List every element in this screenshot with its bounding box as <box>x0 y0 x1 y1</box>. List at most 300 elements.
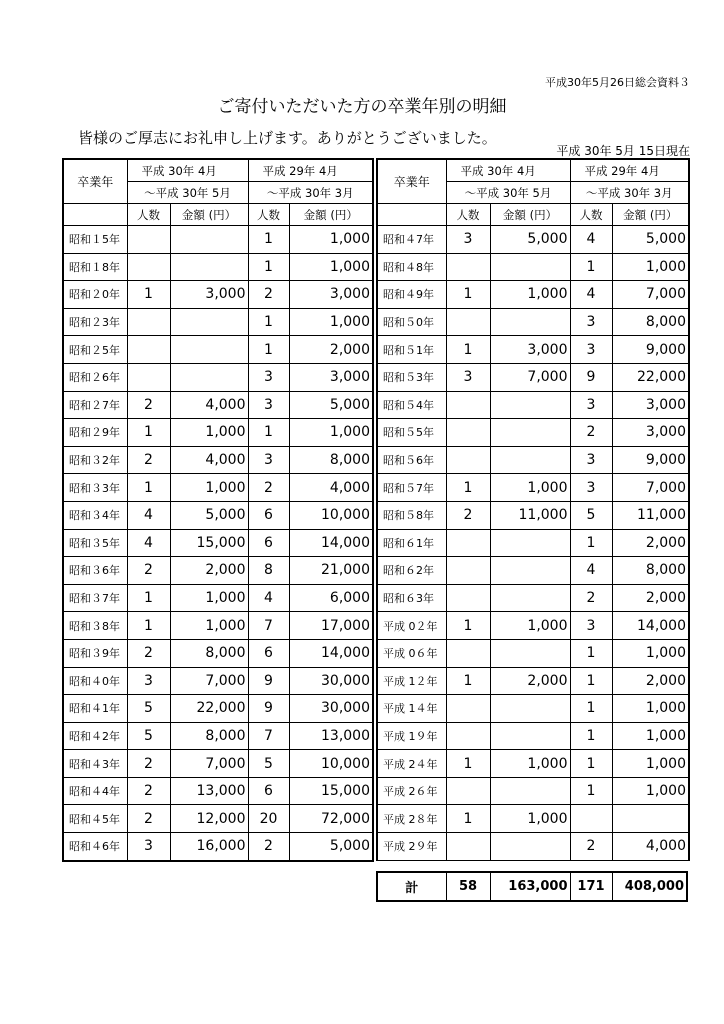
count-period2: 1 <box>248 308 289 336</box>
graduation-year: 昭和４3年 <box>63 750 127 778</box>
count-period2: 1 <box>248 253 289 281</box>
amount-period1: 1,000 <box>490 474 570 502</box>
count-period2: 3 <box>570 336 612 364</box>
count-period2: 1 <box>570 777 612 805</box>
count-period2: 8 <box>248 557 289 585</box>
graduation-year: 昭和５4年 <box>377 391 446 419</box>
table-row <box>377 833 689 861</box>
page-title: ご寄付いただいた方の卒業年別の明細 <box>217 97 507 117</box>
table-row <box>377 446 689 474</box>
amount-period2: 1,000 <box>289 419 373 447</box>
amount-period1 <box>490 391 570 419</box>
amount-period1 <box>490 777 570 805</box>
count-period2: 3 <box>570 446 612 474</box>
count-period2: 3 <box>570 391 612 419</box>
graduation-year: 昭和６3年 <box>377 584 446 612</box>
amount-period2: 8,000 <box>612 308 689 336</box>
table-row <box>377 557 689 585</box>
amount-period1: 7,000 <box>170 667 248 695</box>
count-period1: 2 <box>127 805 170 833</box>
as-of-date: 平成 30年 5月 15日現在 <box>556 144 690 158</box>
totals-row <box>377 872 687 901</box>
graduation-year: 昭和４7年 <box>377 226 446 254</box>
blank-header-cell <box>377 204 446 226</box>
count-period1: 1 <box>446 805 490 833</box>
table-row <box>63 474 373 502</box>
amount-period1: 8,000 <box>170 639 248 667</box>
count-period2: 3 <box>248 446 289 474</box>
period1-range: ～平成 30年 5月 <box>127 182 248 204</box>
table-row <box>63 805 373 833</box>
graduation-year: 昭和５7年 <box>377 474 446 502</box>
amount-period1 <box>490 557 570 585</box>
amount-period2: 17,000 <box>289 612 373 640</box>
amount-period2: 2,000 <box>289 336 373 364</box>
header-row-1 <box>63 159 373 182</box>
amount-period1 <box>490 833 570 861</box>
amount-period1 <box>490 419 570 447</box>
right-table-body <box>377 226 689 861</box>
count-period2: 4 <box>570 281 612 309</box>
count-period1: 2 <box>446 501 490 529</box>
count-period1: 1 <box>127 419 170 447</box>
count-period1 <box>446 391 490 419</box>
table-row <box>63 777 373 805</box>
count-period1 <box>446 722 490 750</box>
amount-period1 <box>170 253 248 281</box>
amount-period1: 4,000 <box>170 446 248 474</box>
amount-period2: 1,000 <box>289 226 373 254</box>
amount-period1: 3,000 <box>490 336 570 364</box>
count-period1 <box>446 308 490 336</box>
amount-period2: 6,000 <box>289 584 373 612</box>
graduation-year: 昭和４4年 <box>63 777 127 805</box>
table-row <box>63 308 373 336</box>
count-period1: 2 <box>127 639 170 667</box>
amount-header: 金額 (円） <box>289 204 373 226</box>
count-period1 <box>127 253 170 281</box>
count-period1: 4 <box>127 501 170 529</box>
amount-period2: 8,000 <box>612 557 689 585</box>
count-header: 人数 <box>570 204 612 226</box>
table-row <box>63 612 373 640</box>
count-period2: 3 <box>570 612 612 640</box>
amount-period1 <box>170 363 248 391</box>
table-row <box>63 667 373 695</box>
amount-period1: 1,000 <box>170 419 248 447</box>
table-row <box>63 695 373 723</box>
amount-period2: 3,000 <box>612 391 689 419</box>
table-row <box>63 336 373 364</box>
amount-period1 <box>170 308 248 336</box>
amount-header: 金額 (円） <box>612 204 689 226</box>
count-period1: 5 <box>127 722 170 750</box>
count-period1: 1 <box>446 667 490 695</box>
amount-period1 <box>490 253 570 281</box>
amount-period2: 5,000 <box>289 391 373 419</box>
graduation-year: 昭和５6年 <box>377 446 446 474</box>
thanks-message: 皆様のご厚志にお礼申し上げます。ありがとうございました。 <box>78 129 497 147</box>
amount-period1 <box>490 584 570 612</box>
table-row <box>377 391 689 419</box>
graduation-year: 昭和２6年 <box>63 363 127 391</box>
table-row <box>63 833 373 861</box>
table-row <box>63 226 373 254</box>
graduation-year: 平成 2９年 <box>377 833 446 861</box>
amount-period1: 1,000 <box>490 750 570 778</box>
amount-period1: 7,000 <box>490 363 570 391</box>
amount-period1: 11,000 <box>490 501 570 529</box>
table-row <box>377 308 689 336</box>
count-period1 <box>446 529 490 557</box>
graduation-year: 昭和４0年 <box>63 667 127 695</box>
table-row <box>377 667 689 695</box>
count-header: 人数 <box>248 204 289 226</box>
amount-period2: 10,000 <box>289 750 373 778</box>
graduation-year: 昭和４2年 <box>63 722 127 750</box>
count-header: 人数 <box>127 204 170 226</box>
graduation-year: 平成 1９年 <box>377 722 446 750</box>
graduation-year: 昭和３6年 <box>63 557 127 585</box>
count-period2: 1 <box>570 529 612 557</box>
amount-period1 <box>170 336 248 364</box>
graduation-year: 昭和３3年 <box>63 474 127 502</box>
amount-period2: 14,000 <box>612 612 689 640</box>
count-period2: 4 <box>570 557 612 585</box>
count-period1 <box>127 363 170 391</box>
count-period1: 5 <box>127 695 170 723</box>
graduation-year: 昭和５8年 <box>377 501 446 529</box>
graduation-year: 平成 0６年 <box>377 639 446 667</box>
graduation-year: 昭和２5年 <box>63 336 127 364</box>
amount-period2: 8,000 <box>289 446 373 474</box>
count-period2: 1 <box>248 336 289 364</box>
amount-period2: 7,000 <box>612 281 689 309</box>
amount-header: 金額 (円） <box>170 204 248 226</box>
amount-period2: 7,000 <box>612 474 689 502</box>
count-period2 <box>570 805 612 833</box>
count-period1: 3 <box>446 363 490 391</box>
amount-period2: 5,000 <box>612 226 689 254</box>
table-row <box>377 501 689 529</box>
graduation-year: 昭和４9年 <box>377 281 446 309</box>
count-period2: 1 <box>248 226 289 254</box>
count-period2: 9 <box>570 363 612 391</box>
amount-period2: 1,000 <box>612 722 689 750</box>
table-row <box>63 363 373 391</box>
amount-period2: 30,000 <box>289 667 373 695</box>
table-row <box>377 805 689 833</box>
count-period1 <box>446 446 490 474</box>
amount-period2: 9,000 <box>612 336 689 364</box>
count-period2: 4 <box>248 584 289 612</box>
total-count-period2: 171 <box>570 872 612 901</box>
count-period1: 2 <box>127 446 170 474</box>
amount-period1 <box>490 446 570 474</box>
amount-period1: 1,000 <box>490 805 570 833</box>
count-period1: 1 <box>127 281 170 309</box>
year-header: 卒業年 <box>377 159 446 204</box>
count-period1 <box>446 833 490 861</box>
table-row <box>63 750 373 778</box>
graduation-year: 昭和６1年 <box>377 529 446 557</box>
table-row <box>63 722 373 750</box>
amount-period1: 7,000 <box>170 750 248 778</box>
amount-period1: 3,000 <box>170 281 248 309</box>
table-row <box>63 529 373 557</box>
table-row <box>63 419 373 447</box>
amount-period1: 1,000 <box>490 612 570 640</box>
graduation-year: 昭和３4年 <box>63 501 127 529</box>
table-row <box>377 419 689 447</box>
table-row <box>377 474 689 502</box>
total-count-period1: 58 <box>446 872 490 901</box>
count-period1: 1 <box>127 612 170 640</box>
table-row <box>377 336 689 364</box>
table-row <box>377 612 689 640</box>
count-period1: 1 <box>446 474 490 502</box>
amount-period1: 5,000 <box>490 226 570 254</box>
count-period1: 2 <box>127 557 170 585</box>
count-period1 <box>446 777 490 805</box>
count-period1: 1 <box>446 336 490 364</box>
count-period1: 3 <box>127 667 170 695</box>
table-row <box>63 253 373 281</box>
count-period2: 5 <box>570 501 612 529</box>
count-period2: 2 <box>570 419 612 447</box>
count-period2: 9 <box>248 667 289 695</box>
count-period1 <box>446 695 490 723</box>
amount-period2: 72,000 <box>289 805 373 833</box>
count-period1: 1 <box>446 281 490 309</box>
count-period2: 6 <box>248 529 289 557</box>
total-amount-period2: 408,000 <box>612 872 687 901</box>
amount-period1 <box>490 529 570 557</box>
count-period2: 3 <box>248 391 289 419</box>
amount-period2: 11,000 <box>612 501 689 529</box>
amount-period1 <box>490 308 570 336</box>
count-period2: 6 <box>248 639 289 667</box>
amount-period1: 2,000 <box>490 667 570 695</box>
count-header: 人数 <box>446 204 490 226</box>
graduation-year: 昭和４6年 <box>63 833 127 861</box>
amount-period2: 3,000 <box>612 419 689 447</box>
amount-period1 <box>490 639 570 667</box>
table-row <box>377 639 689 667</box>
table-row <box>377 777 689 805</box>
amount-header: 金額 (円） <box>490 204 570 226</box>
amount-period1: 16,000 <box>170 833 248 861</box>
count-period2: 7 <box>248 722 289 750</box>
table-row <box>63 584 373 612</box>
graduation-year: 昭和１8年 <box>63 253 127 281</box>
table-row <box>377 363 689 391</box>
count-period1: 1 <box>127 474 170 502</box>
count-period2: 1 <box>570 695 612 723</box>
amount-period1 <box>490 722 570 750</box>
count-period1 <box>127 226 170 254</box>
amount-period1: 5,000 <box>170 501 248 529</box>
amount-period2: 4,000 <box>612 833 689 861</box>
graduation-year: 昭和３8年 <box>63 612 127 640</box>
amount-period2: 13,000 <box>289 722 373 750</box>
count-period1: 2 <box>127 777 170 805</box>
table-row <box>377 529 689 557</box>
table-row <box>63 639 373 667</box>
table-row <box>377 750 689 778</box>
amount-period2 <box>612 805 689 833</box>
year-header: 卒業年 <box>63 159 127 204</box>
amount-period2: 10,000 <box>289 501 373 529</box>
graduation-year: 昭和２9年 <box>63 419 127 447</box>
count-period1 <box>446 639 490 667</box>
count-period1 <box>127 308 170 336</box>
count-period1 <box>446 253 490 281</box>
totals-table <box>376 871 688 902</box>
amount-period2: 2,000 <box>612 667 689 695</box>
table-row <box>63 446 373 474</box>
document-reference: 平成30年5月26日総会資料３ <box>545 76 690 89</box>
header-row-3 <box>63 204 373 226</box>
count-period1: 4 <box>127 529 170 557</box>
graduation-year: 昭和４5年 <box>63 805 127 833</box>
amount-period2: 21,000 <box>289 557 373 585</box>
header-row-1 <box>377 159 689 182</box>
period1-header: 平成 30年 4月 <box>127 159 248 182</box>
graduation-year: 昭和５1年 <box>377 336 446 364</box>
table-row <box>63 281 373 309</box>
amount-period2: 14,000 <box>289 639 373 667</box>
count-period2: 1 <box>570 722 612 750</box>
graduation-year: 昭和２0年 <box>63 281 127 309</box>
graduation-year: 昭和２7年 <box>63 391 127 419</box>
amount-period2: 2,000 <box>612 584 689 612</box>
amount-period1 <box>170 226 248 254</box>
amount-period1: 13,000 <box>170 777 248 805</box>
graduation-year: 昭和１5年 <box>63 226 127 254</box>
count-period2: 2 <box>248 474 289 502</box>
graduation-year: 平成 2６年 <box>377 777 446 805</box>
table-row <box>377 722 689 750</box>
table-row <box>377 695 689 723</box>
count-period2: 3 <box>570 474 612 502</box>
amount-period2: 1,000 <box>612 639 689 667</box>
amount-period1: 22,000 <box>170 695 248 723</box>
count-period1 <box>127 336 170 364</box>
graduation-year: 昭和２3年 <box>63 308 127 336</box>
count-period2: 1 <box>570 750 612 778</box>
graduation-year: 昭和６2年 <box>377 557 446 585</box>
table-row <box>377 281 689 309</box>
amount-period2: 30,000 <box>289 695 373 723</box>
amount-period2: 14,000 <box>289 529 373 557</box>
graduation-year: 昭和５3年 <box>377 363 446 391</box>
amount-period2: 1,000 <box>612 777 689 805</box>
graduation-year: 平成 1２年 <box>377 667 446 695</box>
graduation-year: 昭和４8年 <box>377 253 446 281</box>
count-period1: 2 <box>127 750 170 778</box>
amount-period2: 22,000 <box>612 363 689 391</box>
graduation-year: 昭和５0年 <box>377 308 446 336</box>
total-amount-period1: 163,000 <box>490 872 570 901</box>
table-row <box>377 584 689 612</box>
count-period1 <box>446 419 490 447</box>
left-table-body <box>63 226 373 861</box>
amount-period1: 2,000 <box>170 557 248 585</box>
graduation-year: 昭和３5年 <box>63 529 127 557</box>
amount-period1: 1,000 <box>490 281 570 309</box>
table-row <box>377 253 689 281</box>
amount-period2: 3,000 <box>289 281 373 309</box>
amount-period1: 15,000 <box>170 529 248 557</box>
amount-period1: 1,000 <box>170 612 248 640</box>
count-period2: 1 <box>570 667 612 695</box>
total-label: 計 <box>377 872 446 901</box>
count-period2: 1 <box>248 419 289 447</box>
amount-period2: 2,000 <box>612 529 689 557</box>
amount-period1 <box>490 695 570 723</box>
count-period2: 20 <box>248 805 289 833</box>
count-period2: 2 <box>248 281 289 309</box>
amount-period2: 3,000 <box>289 363 373 391</box>
graduation-year: 昭和３2年 <box>63 446 127 474</box>
graduation-year: 平成 2８年 <box>377 805 446 833</box>
count-period1 <box>446 557 490 585</box>
header-row-3 <box>377 204 689 226</box>
period2-range: ～平成 30年 3月 <box>248 182 373 204</box>
count-period2: 7 <box>248 612 289 640</box>
count-period2: 9 <box>248 695 289 723</box>
count-period2: 2 <box>248 833 289 861</box>
count-period1: 3 <box>446 226 490 254</box>
graduation-year: 平成 0２年 <box>377 612 446 640</box>
table-row <box>63 391 373 419</box>
graduation-year: 昭和３7年 <box>63 584 127 612</box>
count-period2: 6 <box>248 777 289 805</box>
period2-header: 平成 29年 4月 <box>248 159 373 182</box>
amount-period2: 15,000 <box>289 777 373 805</box>
count-period2: 2 <box>570 833 612 861</box>
amount-period2: 1,000 <box>289 253 373 281</box>
count-period2: 3 <box>570 308 612 336</box>
graduation-year: 昭和３9年 <box>63 639 127 667</box>
right-donation-table <box>376 158 690 861</box>
count-period2: 5 <box>248 750 289 778</box>
amount-period2: 9,000 <box>612 446 689 474</box>
amount-period2: 1,000 <box>612 253 689 281</box>
count-period1: 1 <box>127 584 170 612</box>
count-period2: 1 <box>570 253 612 281</box>
amount-period1: 8,000 <box>170 722 248 750</box>
amount-period1: 1,000 <box>170 584 248 612</box>
amount-period2: 5,000 <box>289 833 373 861</box>
graduation-year: 昭和４1年 <box>63 695 127 723</box>
amount-period1: 12,000 <box>170 805 248 833</box>
amount-period2: 1,000 <box>612 695 689 723</box>
graduation-year: 平成 1４年 <box>377 695 446 723</box>
count-period1: 3 <box>127 833 170 861</box>
count-period1: 2 <box>127 391 170 419</box>
period1-range: ～平成 30年 5月 <box>446 182 570 204</box>
graduation-year: 平成 2４年 <box>377 750 446 778</box>
graduation-year: 昭和５5年 <box>377 419 446 447</box>
period2-range: ～平成 30年 3月 <box>570 182 689 204</box>
table-row <box>377 226 689 254</box>
amount-period1: 1,000 <box>170 474 248 502</box>
amount-period2: 1,000 <box>289 308 373 336</box>
period2-header: 平成 29年 4月 <box>570 159 689 182</box>
count-period1 <box>446 584 490 612</box>
